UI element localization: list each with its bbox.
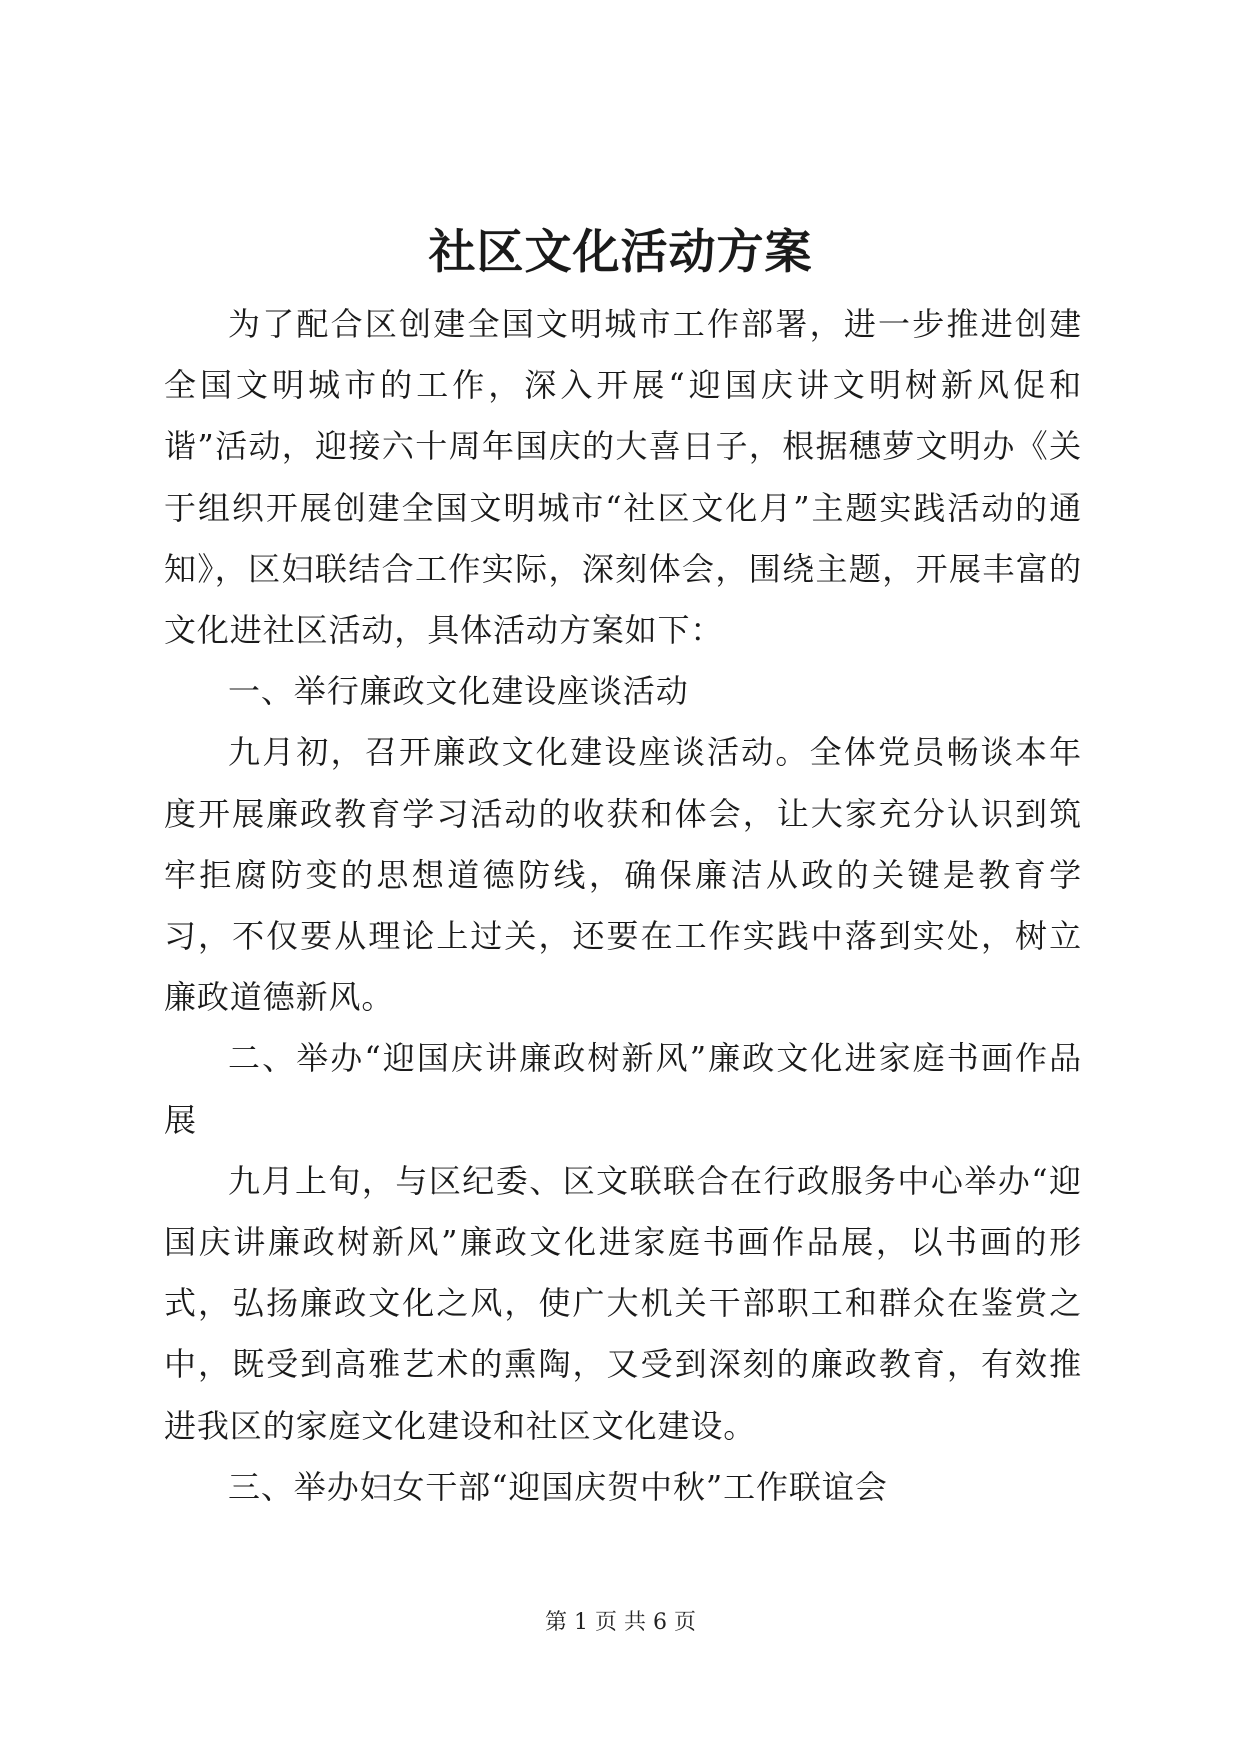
document-body xyxy=(164,294,1082,1518)
section-heading-1: 一、举行廉政文化建设座谈活动 xyxy=(228,672,689,711)
section-paragraph-1: 九月初，召开廉政文化建设座谈活动。全体党员畅谈本年度开展廉政教育学习活动的收获和体会，让大家充分认识到筑牢拒腐防变的思想道德防线，确保廉洁从政的关键是教育学习，不仅要从理论上过关，还要在工作实践中落到实处，树立廉政道德新风。 xyxy=(164,733,1082,1017)
section-paragraph-2: 九月上旬，与区纪委、区文联联合在行政服务中心举办“迎国庆讲廉政树新风”廉政文化进家庭书画作品展，以书画的形式，弘扬廉政文化之风，使广大机关干部职工和群众在鉴赏之中，既受到高雅艺术的熏陶，又受到深刻的廉政教育，有效推进我区的家庭文化建设和社区文化建设。 xyxy=(164,1161,1082,1445)
section-heading-3: 三、举办妇女干部“迎国庆贺中秋”工作联谊会 xyxy=(228,1467,888,1506)
page-number-footer: 第 1 页 共 6 页 xyxy=(545,1610,696,1635)
document-title: 社区文化活动方案 xyxy=(428,225,813,280)
section-heading-2: 二、举办“迎国庆讲廉政树新风”廉政文化进家庭书画作品展 xyxy=(164,1039,1082,1139)
intro-paragraph: 为了配合区创建全国文明城市工作部署，进一步推进创建全国文明城市的工作，深入开展“迎国庆讲文明树新风促和谐”活动，迎接六十周年国庆的大喜日子，根据穗萝文明办《关于组织开展创建全国文明城市“社区文化月”主题实践活动的通知》，区妇联结合工作实际，深刻体会，围绕主题，开展丰富的文化进社区活动，具体活动方案如下： xyxy=(164,305,1082,650)
